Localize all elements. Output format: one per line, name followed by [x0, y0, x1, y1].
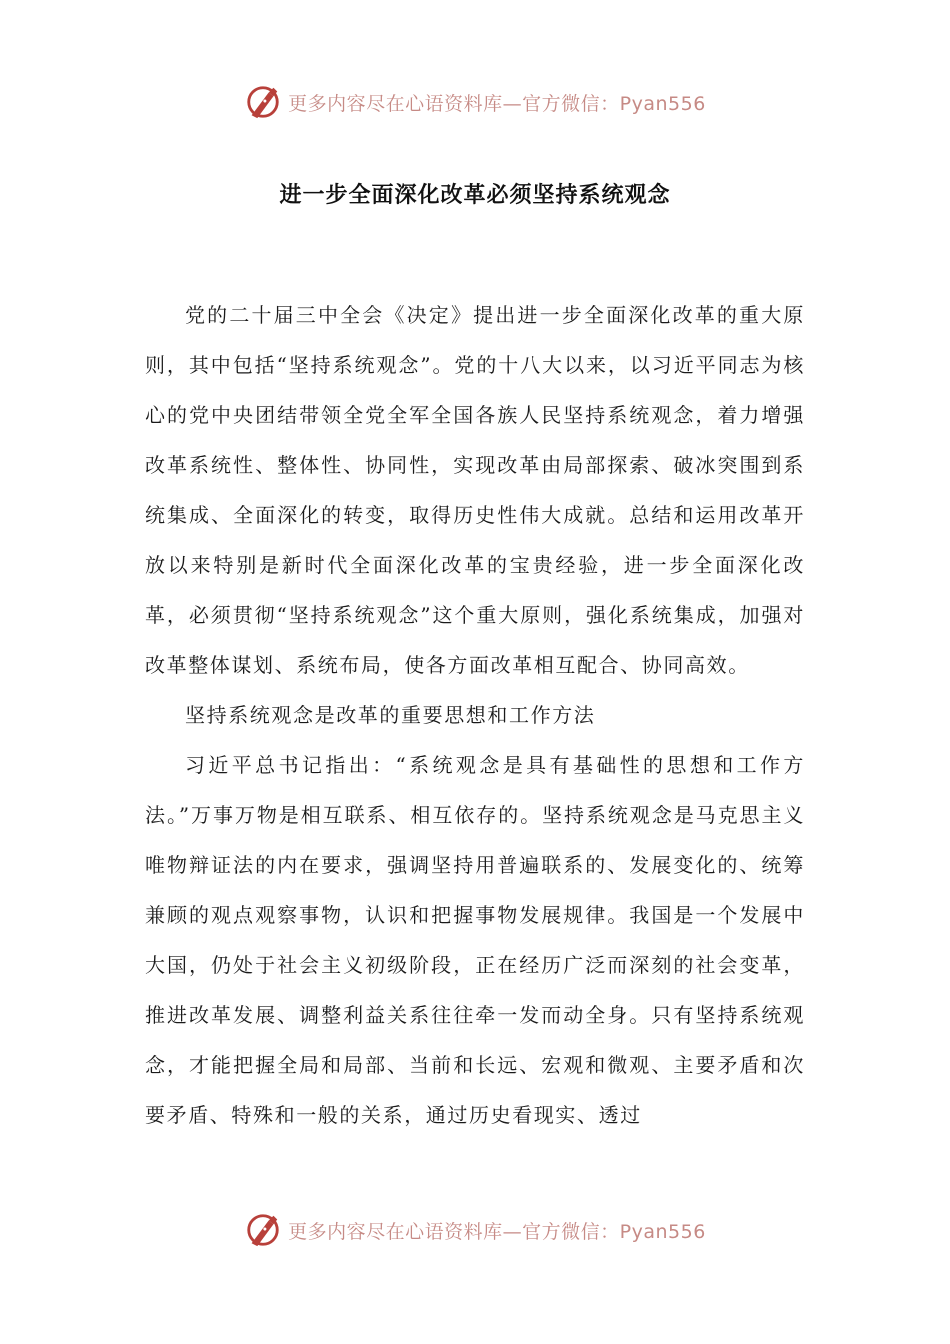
banner-text: 更多内容尽在心语资料库—官方微信：Pyan556: [288, 92, 706, 115]
pen-nib-circle-icon: [244, 83, 282, 121]
header-banner: [0, 80, 950, 124]
document-title: 进一步全面深化改革必须坚持系统观念: [279, 183, 671, 208]
footer-banner: [0, 1208, 950, 1252]
paragraph-intro: 党的二十届三中全会《决定》提出进一步全面深化改革的重大原则，其中包括“坚持系统观念”。党的十八大以来，以习近平同志为核心的党中央团结带领全党全军全国各族人民坚持系统观念，着力增强改革系统性、整体性、协同性，实现改革由局部探索、破冰突围到系统集成、全面深化的转变，取得历史性伟大成就。总结和运用改革开放以来特别是新时代全面深化改革的宝贵经验，进一步全面深化改革，必须贯彻“坚持系统观念”这个重大原则，强化系统集成，加强对改革整体谋划、系统布局，使各方面改革相互配合、协同高效。: [145, 303, 805, 677]
section-heading: 坚持系统观念是改革的重要思想和工作方法: [185, 703, 596, 727]
paragraph-system-view: 习近平总书记指出：“系统观念是具有基础性的思想和工作方法。”万事万物是相互联系、相互依存的。坚持系统观念是马克思主义唯物辩证法的内在要求，强调坚持用普遍联系的、发展变化的、统筹兼顾的观点观察事物，认识和把握事物发展规律。我国是一个发展中大国，仍处于社会主义初级阶段，正在经历广泛而深刻的社会变革，推进改革发展、调整利益关系往往牵一发而动全身。只有坚持系统观念，才能把握全局和局部、当前和长远、宏观和微观、主要矛盾和次要矛盾、特殊和一般的关系，通过历史看现实、透过: [145, 753, 805, 1127]
wechat-id: Pyan556: [619, 1220, 706, 1243]
wechat-id: Pyan556: [619, 92, 706, 115]
banner-text: 更多内容尽在心语资料库—官方微信：Pyan556: [288, 1220, 706, 1243]
document-body: [145, 290, 805, 1140]
pen-nib-circle-icon: [244, 1211, 282, 1249]
